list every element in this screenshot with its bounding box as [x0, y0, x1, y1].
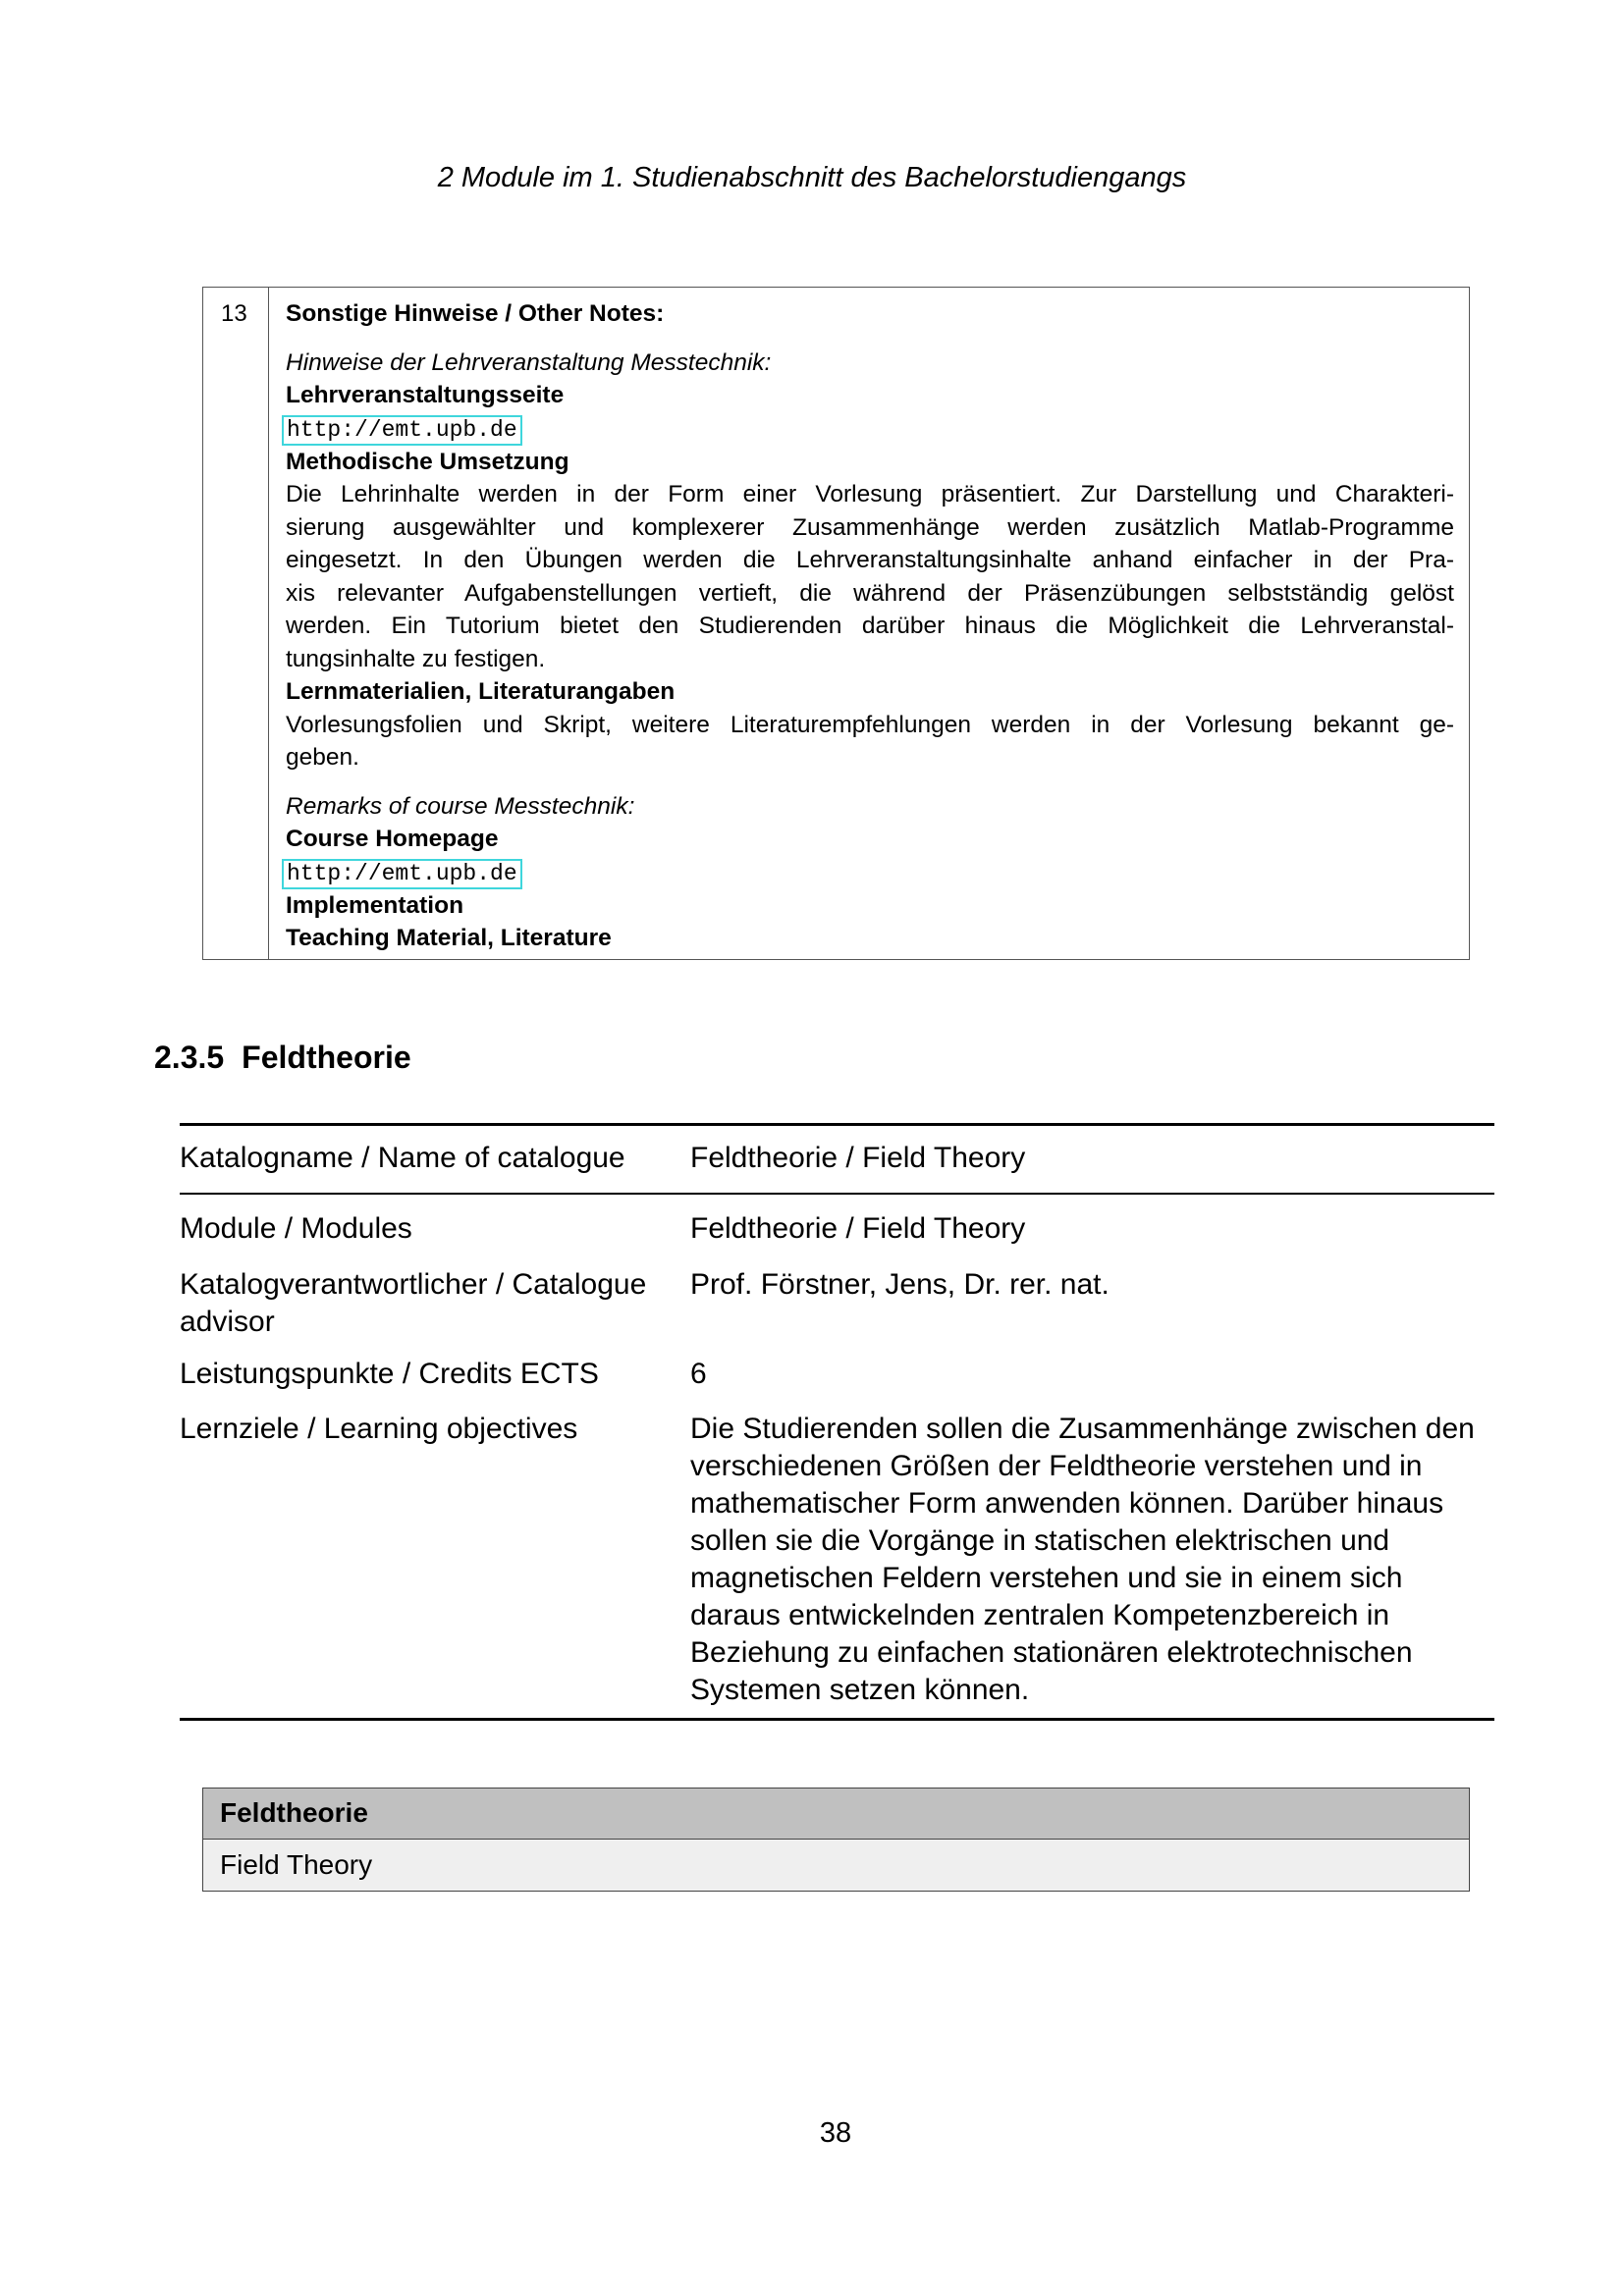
- method-label: Methodische Umsetzung: [286, 448, 569, 475]
- learning-objectives-line: daraus entwickelnden zentralen Kompetenzbereich in: [690, 1599, 1390, 1631]
- method-text-line: xis relevanter Aufgabenstellungen vertieft, die während der Präsenzübungen selbstständig gelöst: [286, 579, 1454, 607]
- module-box: [202, 1788, 1470, 1892]
- learning-objectives-line: Die Studierenden sollen die Zusammenhänge zwischen den: [690, 1413, 1475, 1445]
- learning-objectives-line: magnetischen Feldern verstehen und sie in einem sich: [690, 1562, 1403, 1594]
- course-page-label: Lehrveranstaltungsseite: [286, 382, 565, 408]
- learning-objectives-line: Systemen setzen können.: [690, 1674, 1030, 1706]
- implementation-label: Implementation: [286, 891, 464, 919]
- row-number: 13: [221, 300, 247, 327]
- catalogue-advisor-label-line: advisor: [180, 1306, 275, 1338]
- learning-objectives-label: Lernziele / Learning objectives: [180, 1413, 578, 1445]
- learning-objectives-line: mathematischer Form anwenden können. Darüber hinaus: [690, 1487, 1444, 1520]
- catalogue-advisor-value: Prof. Förstner, Jens, Dr. rer. nat.: [690, 1268, 1110, 1301]
- credits-label: Leistungspunkte / Credits ECTS: [180, 1358, 599, 1390]
- module-box-title: Feldtheorie: [203, 1789, 1469, 1840]
- method-text-line: tungsinhalte zu festigen.: [286, 645, 546, 672]
- learning-objectives-line: sollen sie die Vorgänge in statischen elektrischen und: [690, 1524, 1390, 1557]
- course-homepage-label: Course Homepage: [286, 826, 499, 852]
- table-header-rule: [180, 1193, 1494, 1195]
- catalogue-name-label: Katalogname / Name of catalogue: [180, 1142, 625, 1174]
- teaching-material-label: Teaching Material, Literature: [286, 925, 612, 951]
- material-text-line: geben.: [286, 744, 359, 771]
- notes-heading: Sonstige Hinweise / Other Notes:: [286, 300, 665, 327]
- other-notes-content: [286, 297, 1454, 955]
- section-heading: [154, 1038, 411, 1077]
- module-box-subtitle: Field Theory: [203, 1840, 1469, 1891]
- modules-label: Module / Modules: [180, 1212, 412, 1245]
- catalogue-name-value: Feldtheorie / Field Theory: [690, 1142, 1026, 1174]
- course-homepage-link[interactable]: http://emt.upb.de: [282, 859, 522, 889]
- method-text-line: Die Lehrinhalte werden in der Form einer Vorlesung präsentiert. Zur Darstellung und Charakteri-: [286, 481, 1454, 507]
- running-header: 2 Module im 1. Studienabschnitt des Bachelorstudiengangs: [437, 162, 1187, 193]
- material-label: Lernmaterialien, Literaturangaben: [286, 678, 676, 705]
- row-number-column: [203, 288, 269, 959]
- modules-value: Feldtheorie / Field Theory: [690, 1212, 1026, 1245]
- other-notes-table: [202, 287, 1470, 960]
- catalogue-advisor-label-line: Katalogverantwortlicher / Catalogue: [180, 1268, 647, 1301]
- german-notes-intro: Hinweise der Lehrveranstaltung Messtechnik:: [286, 348, 772, 376]
- method-text-line: werden. Ein Tutorium bietet den Studierenden darüber hinaus die Möglichkeit die Lehrveranstal-: [286, 613, 1454, 639]
- catalogue-advisor-label: [180, 1266, 671, 1341]
- table-top-rule: [180, 1123, 1494, 1126]
- learning-objectives-line: Beziehung zu einfachen stationären elektrotechnischen: [690, 1636, 1413, 1669]
- method-text-line: eingesetzt. In den Übungen werden die Lehrveranstaltungsinhalte anhand einfacher in der Pra-: [286, 547, 1454, 573]
- table-bottom-rule: [180, 1718, 1494, 1721]
- credits-value: 6: [690, 1358, 707, 1390]
- section-number: 2.3.5: [154, 1040, 225, 1075]
- material-text-line: Vorlesungsfolien und Skript, weitere Literaturempfehlungen werden in der Vorlesung bekannt ge-: [286, 711, 1454, 738]
- english-notes-intro: Remarks of course Messtechnik:: [286, 792, 635, 820]
- section-title: Feldtheorie: [242, 1040, 411, 1075]
- page-number: 38: [819, 2117, 852, 2149]
- method-text-line: sierung ausgewählter und komplexerer Zusammenhänge werden zusätzlich Matlab-Programme: [286, 513, 1454, 541]
- learning-objectives-value: [690, 1411, 1495, 1709]
- learning-objectives-line: verschiedenen Größen der Feldtheorie verstehen und in: [690, 1450, 1423, 1482]
- course-page-link[interactable]: http://emt.upb.de: [282, 415, 522, 446]
